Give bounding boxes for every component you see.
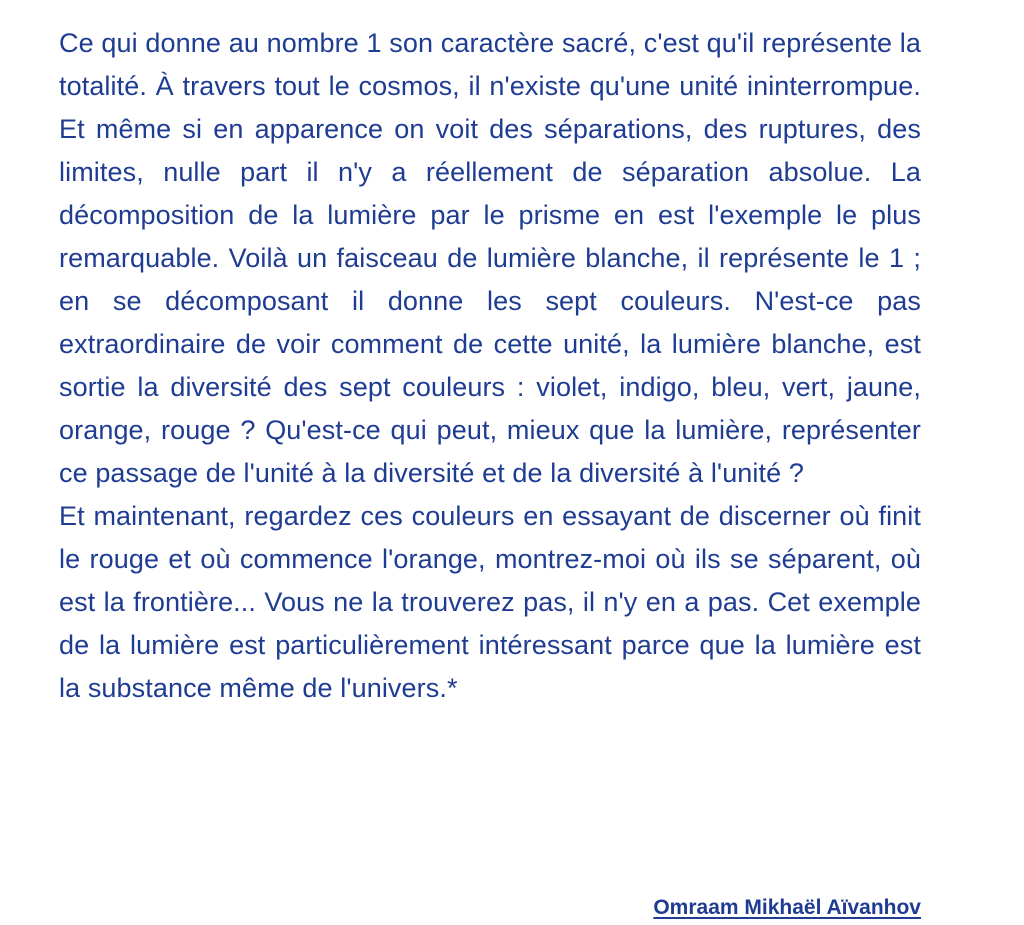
quote-paragraph-2: Et maintenant, regardez ces couleurs en essayant de discerner où finit le rouge et où commence l'orange, montrez-moi où ils se séparent, où est la frontière... Vous ne la trouverez pas, il n'y en a pas. Cet exemple de la lumière est particulièrement intéressant parce que la lumière est la substance même de l'univers.* — [59, 501, 921, 703]
quote-paragraph-1: Ce qui donne au nombre 1 son caractère sacré, c'est qu'il représente la totalité. À travers tout le cosmos, il n'existe qu'une unité ininterrompue. Et même si en apparence on voit des séparations, des ruptures, des limites, nulle part il n'y a réellement de séparation absolue. La décomposition de la lumière par le prisme en est l'exemple le plus remarquable. Voilà un faisceau de lumière blanche, il représente le 1 ; en se décomposant il donne les sept couleurs. N'est-ce pas extraordinaire de voir comment de cette unité, la lumière blanche, est sortie la diversité des sept couleurs : violet, indigo, bleu, vert, jaune, orange, rouge ? Qu'est-ce qui peut, mieux que la lumière, représenter ce passage de l'unité à la diversité et de la diversité à l'unité ? — [59, 28, 921, 488]
quote-text-block — [59, 22, 921, 710]
author-signature: Omraam Mikhaël Aïvanhov — [653, 896, 921, 919]
